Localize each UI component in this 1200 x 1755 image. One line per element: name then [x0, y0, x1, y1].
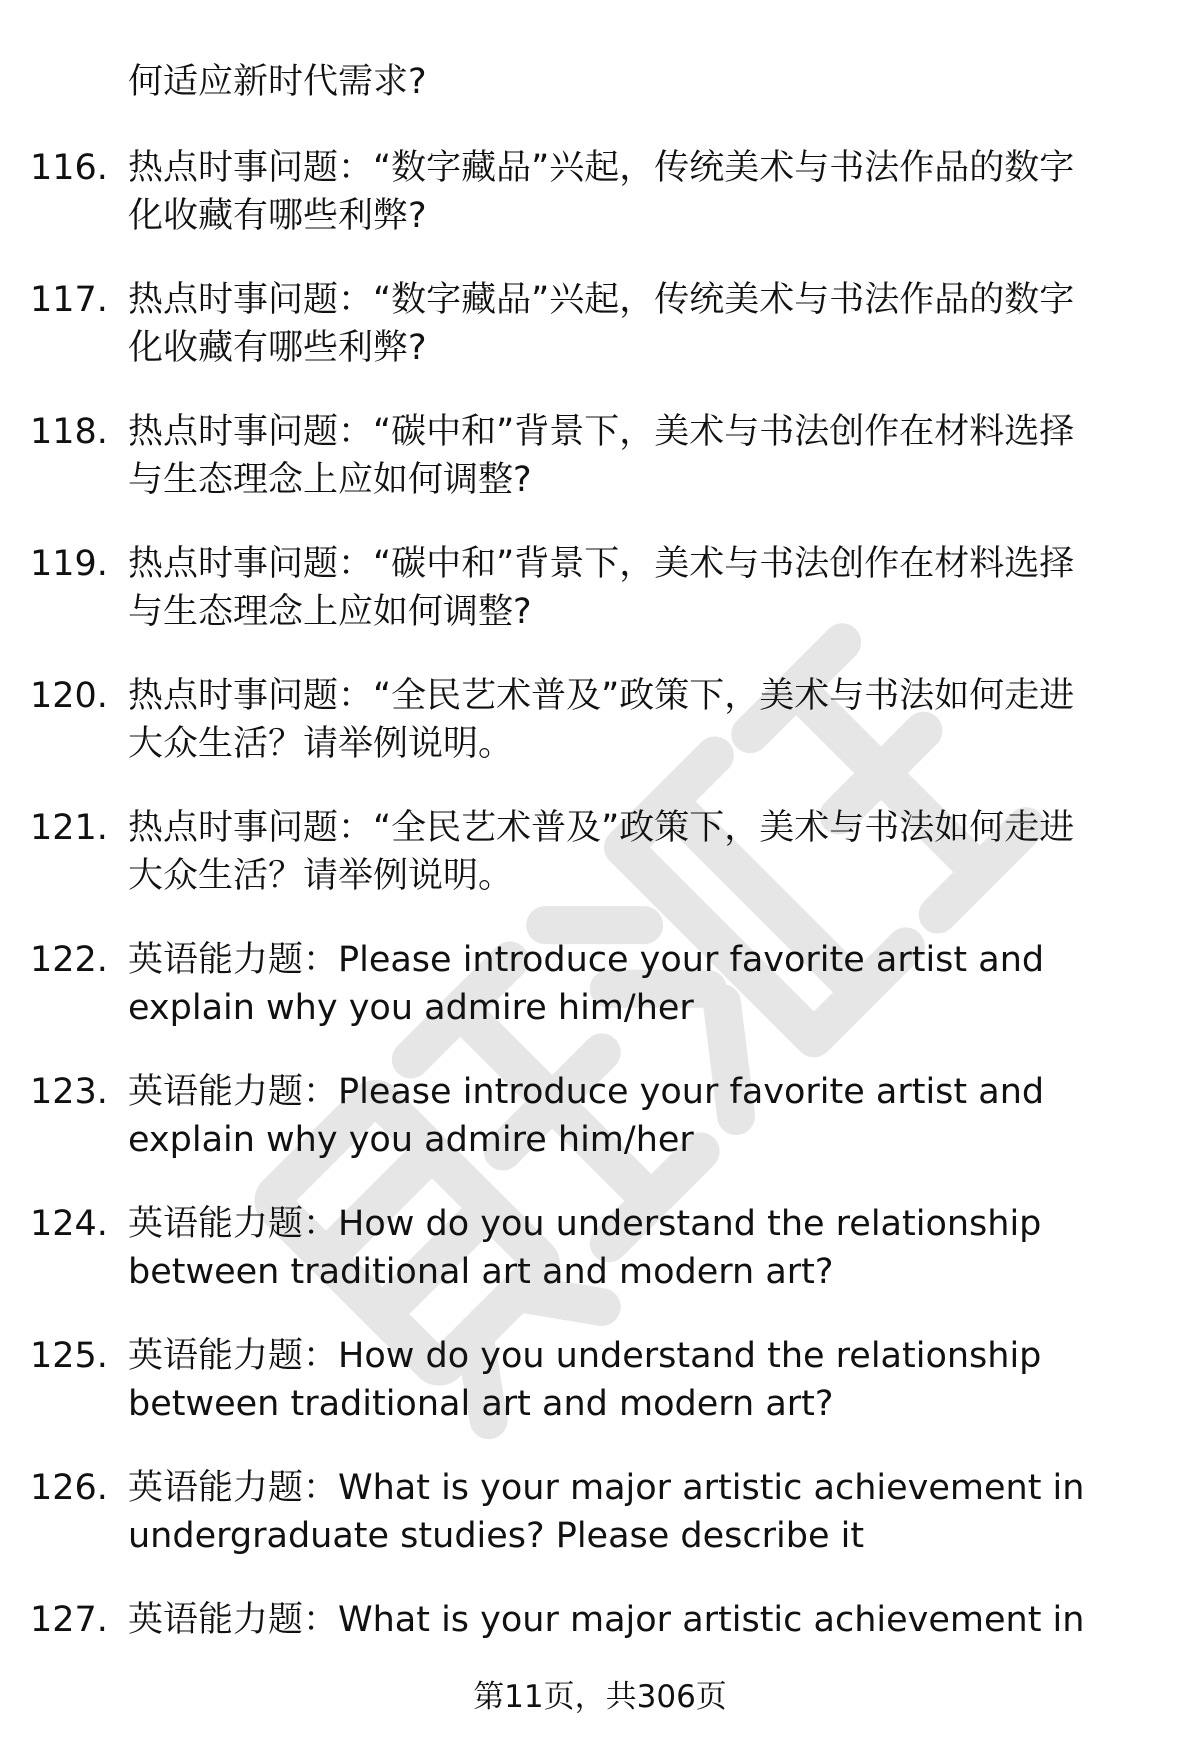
question-text: [128, 672, 1180, 804]
question-text-line: between traditional art and modern art?: [128, 1384, 834, 1424]
question-text-line: 与生态理念上应如何调整?: [128, 460, 532, 500]
question-item: [30, 1332, 1180, 1464]
question-item: [30, 408, 1180, 540]
question-text-line: 热点时事问题：“全民艺术普及”政策下，美术与书法如何走进: [128, 676, 1075, 716]
question-list: [30, 144, 1180, 1728]
question-number: 119.: [30, 544, 108, 584]
question-item: [30, 144, 1180, 276]
question-text-line: 热点时事问题：“碳中和”背景下，美术与书法创作在材料选择: [128, 412, 1075, 452]
question-text: [128, 1464, 1180, 1596]
question-number: 123.: [30, 1072, 108, 1112]
question-item: [30, 936, 1180, 1068]
question-text-line: 热点时事问题：“数字藏品”兴起，传统美术与书法作品的数字: [128, 280, 1075, 320]
question-item: [30, 540, 1180, 672]
question-text: [128, 540, 1180, 672]
question-text-line: explain why you admire him/her: [128, 988, 694, 1028]
question-text-line: 与生态理念上应如何调整?: [128, 592, 532, 632]
question-text-line: 英语能力题：Please introduce your favorite artist and: [128, 940, 1045, 980]
question-number: 118.: [30, 412, 108, 452]
continuation-text: 何适应新时代需求?: [128, 62, 427, 102]
question-text-line: 英语能力题：Please introduce your favorite artist and: [128, 1072, 1045, 1112]
question-text-line: undergraduate studies? Please describe it: [128, 1516, 865, 1556]
question-text: [128, 804, 1180, 936]
question-text-line: 热点时事问题：“碳中和”背景下，美术与书法创作在材料选择: [128, 544, 1075, 584]
question-text: [128, 1200, 1180, 1332]
question-item: [30, 1464, 1180, 1596]
question-text-line: 化收藏有哪些利弊?: [128, 196, 427, 236]
question-text-line: 英语能力题：How do you understand the relationship: [128, 1204, 1042, 1244]
question-text: [128, 276, 1180, 408]
question-text-line: between traditional art and modern art?: [128, 1252, 834, 1292]
question-text-line: 大众生活？请举例说明。: [128, 724, 514, 764]
question-item: [30, 672, 1180, 804]
question-text-line: 英语能力题：What is your major artistic achievement in: [128, 1468, 1085, 1508]
question-number: 127.: [30, 1600, 108, 1640]
question-number: 125.: [30, 1336, 108, 1376]
question-text-line: 英语能力题：What is your major artistic achievement in: [128, 1600, 1085, 1640]
question-text: [128, 408, 1180, 540]
question-number: 126.: [30, 1468, 108, 1508]
question-item: [30, 1068, 1180, 1200]
question-number: 120.: [30, 676, 108, 716]
question-text-line: 化收藏有哪些利弊?: [128, 328, 427, 368]
page-footer: 第11页，共306页: [473, 1679, 727, 1715]
question-number: 124.: [30, 1204, 108, 1244]
question-item: [30, 276, 1180, 408]
question-text-line: 热点时事问题：“全民艺术普及”政策下，美术与书法如何走进: [128, 808, 1075, 848]
question-item: [30, 1200, 1180, 1332]
question-text: [128, 1332, 1180, 1464]
question-number: 116.: [30, 148, 108, 188]
question-number: 117.: [30, 280, 108, 320]
question-item: [30, 804, 1180, 936]
question-text: [128, 1068, 1180, 1200]
question-number: 122.: [30, 940, 108, 980]
question-text-line: 大众生活？请举例说明。: [128, 856, 514, 896]
question-text-line: explain why you admire him/her: [128, 1120, 694, 1160]
question-text: [128, 144, 1180, 276]
question-text-line: 热点时事问题：“数字藏品”兴起，传统美术与书法作品的数字: [128, 148, 1075, 188]
question-text: [128, 936, 1180, 1068]
question-text-line: 英语能力题：How do you understand the relationship: [128, 1336, 1042, 1376]
question-number: 121.: [30, 808, 108, 848]
